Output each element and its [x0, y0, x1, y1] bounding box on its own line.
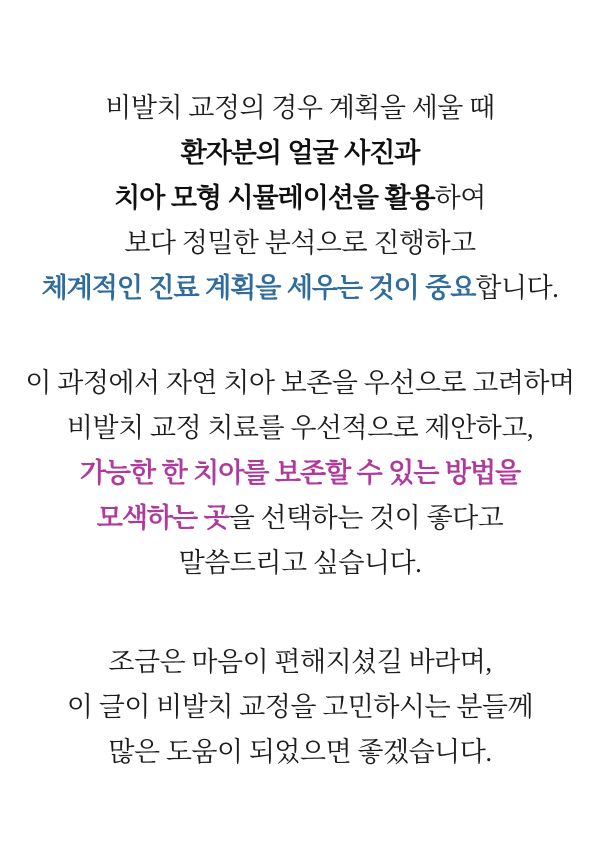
text-run-normal: 하여	[434, 183, 486, 213]
paragraph	[0, 361, 600, 586]
text-line	[0, 640, 600, 685]
text-run-bold-pink: 가능한 한 치아를 보존할 수 있는 방법을	[79, 458, 521, 488]
text-line	[0, 266, 600, 311]
text-line	[0, 730, 600, 775]
text-line	[0, 451, 600, 496]
paragraph	[0, 640, 600, 775]
text-line	[0, 496, 600, 541]
text-line	[0, 86, 600, 131]
text-run-normal: 을 선택하는 것이 좋다고	[228, 503, 504, 533]
paragraph	[0, 86, 600, 311]
text-line	[0, 406, 600, 451]
text-line	[0, 176, 600, 221]
text-line	[0, 361, 600, 406]
text-run-normal: 이 과정에서 자연 치아 보존을 우선으로 고려하며	[25, 368, 575, 398]
text-line	[0, 685, 600, 730]
text-run-normal: 비발치 교정의 경우 계획을 세울 때	[105, 93, 495, 123]
text-run-normal: 조금은 마음이 편해지셨길 바라며,	[108, 647, 492, 677]
text-run-normal: 많은 도움이 되었으면 좋겠습니다.	[108, 737, 492, 767]
text-line	[0, 541, 600, 586]
text-run-bold-pink: 모색하는 곳	[96, 503, 229, 533]
text-run-bold: 치아 모형 시뮬레이션을 활용	[114, 183, 435, 213]
text-run-normal: 말씀드리고 싶습니다.	[178, 548, 422, 578]
text-run-normal: 합니다.	[475, 273, 559, 303]
text-line	[0, 221, 600, 266]
text-run-normal: 보다 정밀한 분석으로 진행하고	[124, 228, 476, 258]
text-run-normal: 비발치 교정 치료를 우선적으로 제안하고,	[66, 413, 534, 443]
text-run-bold-blue: 체계적인 진료 계획을 세우는 것이 중요	[41, 273, 476, 303]
text-run-normal: 이 글이 비발치 교정을 고민하시는 분들께	[66, 692, 534, 722]
text-run-bold: 환자분의 얼굴 사진과	[180, 138, 420, 168]
text-line	[0, 131, 600, 176]
